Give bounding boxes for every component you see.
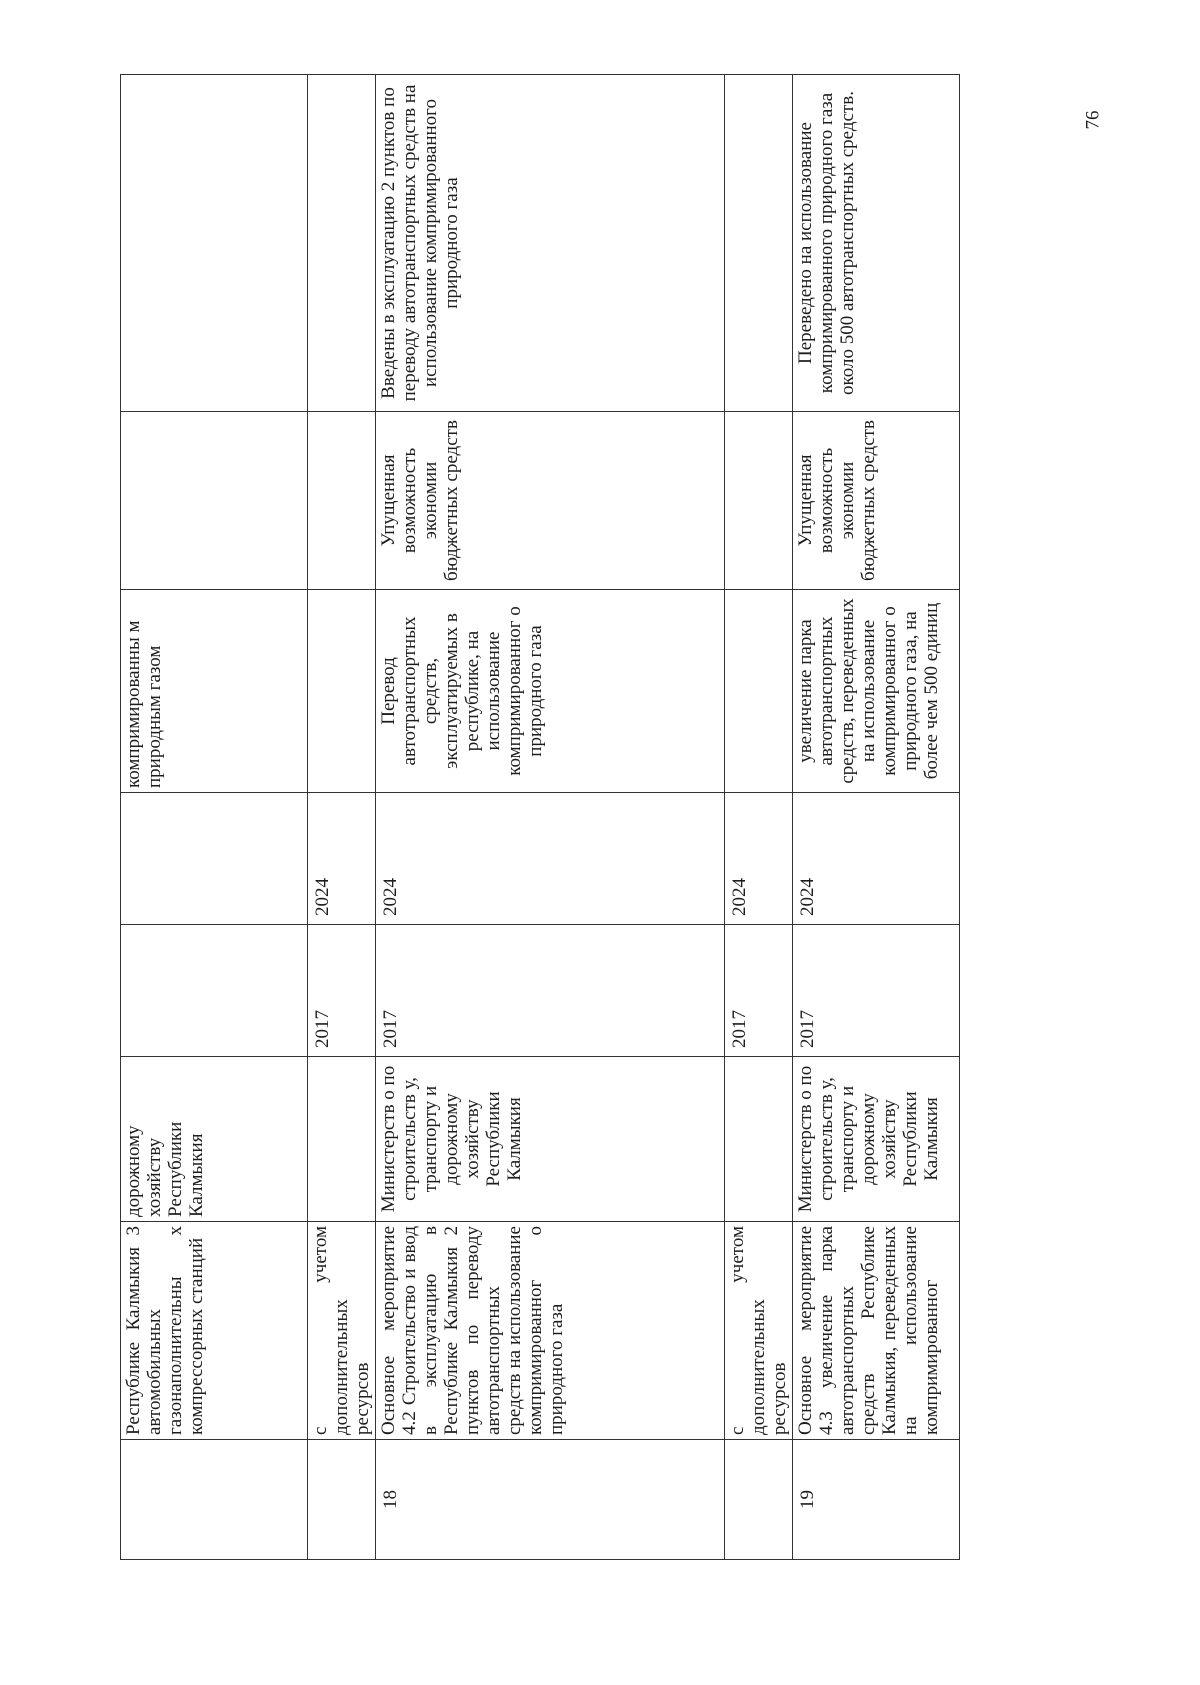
end-year-cell <box>121 793 308 925</box>
result-cell <box>725 590 793 793</box>
action-cell: Республике Калмыкия 3 автомобильных газонаполнительны х компрессорных станций <box>121 1222 308 1440</box>
executor-cell: Министерств о по строительств у, транспорту и дорожному хозяйству Республики Калмыкия <box>376 1057 725 1222</box>
start-year-cell <box>121 925 308 1057</box>
row-number <box>308 1440 376 1560</box>
result-cell: увеличение парка автотранспортных средств, переведенных на использование компримированног о природного газа, на более чем 500 единиц <box>793 590 960 793</box>
indicator-link-cell <box>121 75 308 412</box>
table-row <box>308 75 376 1560</box>
executor-cell <box>725 1057 793 1222</box>
consequence-cell <box>121 412 308 590</box>
result-cell <box>308 590 376 793</box>
result-cell: Перевод автотранспортных средств, эксплуатируемых в республике, на использование компримированног о природного газа <box>376 590 725 793</box>
executor-cell: дорожному хозяйству Республики Калмыкия <box>121 1057 308 1222</box>
indicator-link-cell <box>725 75 793 412</box>
program-measures-table <box>120 74 960 1560</box>
action-cell: Основное мероприятие 4.2 Строительство и ввод в эксплуатацию в Республике Калмыкия 2 пунктов по переводу автотранспортных средств на использование компримированног о природного газа <box>376 1222 725 1440</box>
page-number: 76 <box>1082 110 1103 130</box>
start-year-cell: 2017 <box>725 925 793 1057</box>
start-year-cell: 2017 <box>376 925 725 1057</box>
consequence-cell: Упущенная возможность экономии бюджетных средств <box>793 412 960 590</box>
row-number <box>725 1440 793 1560</box>
table-row <box>376 75 725 1560</box>
end-year-cell: 2024 <box>308 793 376 925</box>
row-number <box>121 1440 308 1560</box>
indicator-link-cell: Переведено на использование компримированного природного газа около 500 автотранспортных средств. <box>793 75 960 412</box>
indicator-link-cell <box>308 75 376 412</box>
end-year-cell: 2024 <box>793 793 960 925</box>
start-year-cell: 2017 <box>308 925 376 1057</box>
table-row <box>725 75 793 1560</box>
executor-cell: Министерств о по строительств у, транспорту и дорожному хозяйству Республики Калмыкия <box>793 1057 960 1222</box>
end-year-cell: 2024 <box>376 793 725 925</box>
result-cell: компримированны м природным газом <box>121 590 308 793</box>
action-cell: с учетом дополнительных ресурсов <box>308 1222 376 1440</box>
end-year-cell: 2024 <box>725 793 793 925</box>
table-row <box>121 75 308 1560</box>
action-cell: Основное мероприятие 4.3 увеличение парка автотранспортных средств Республике Калмыкия, переведенных на использование компримированног <box>793 1222 960 1440</box>
consequence-cell <box>725 412 793 590</box>
table-row <box>793 75 960 1560</box>
action-cell: с учетом дополнительных ресурсов <box>725 1222 793 1440</box>
rotated-table-container <box>120 75 1080 1560</box>
consequence-cell <box>308 412 376 590</box>
row-number: 19 <box>793 1440 960 1560</box>
executor-cell <box>308 1057 376 1222</box>
consequence-cell: Упущенная возможность экономии бюджетных средств <box>376 412 725 590</box>
start-year-cell: 2017 <box>793 925 960 1057</box>
row-number: 18 <box>376 1440 725 1560</box>
indicator-link-cell: Введены в эксплуатацию 2 пунктов по переводу автотранспортных средств на использование компримированного природного газа <box>376 75 725 412</box>
